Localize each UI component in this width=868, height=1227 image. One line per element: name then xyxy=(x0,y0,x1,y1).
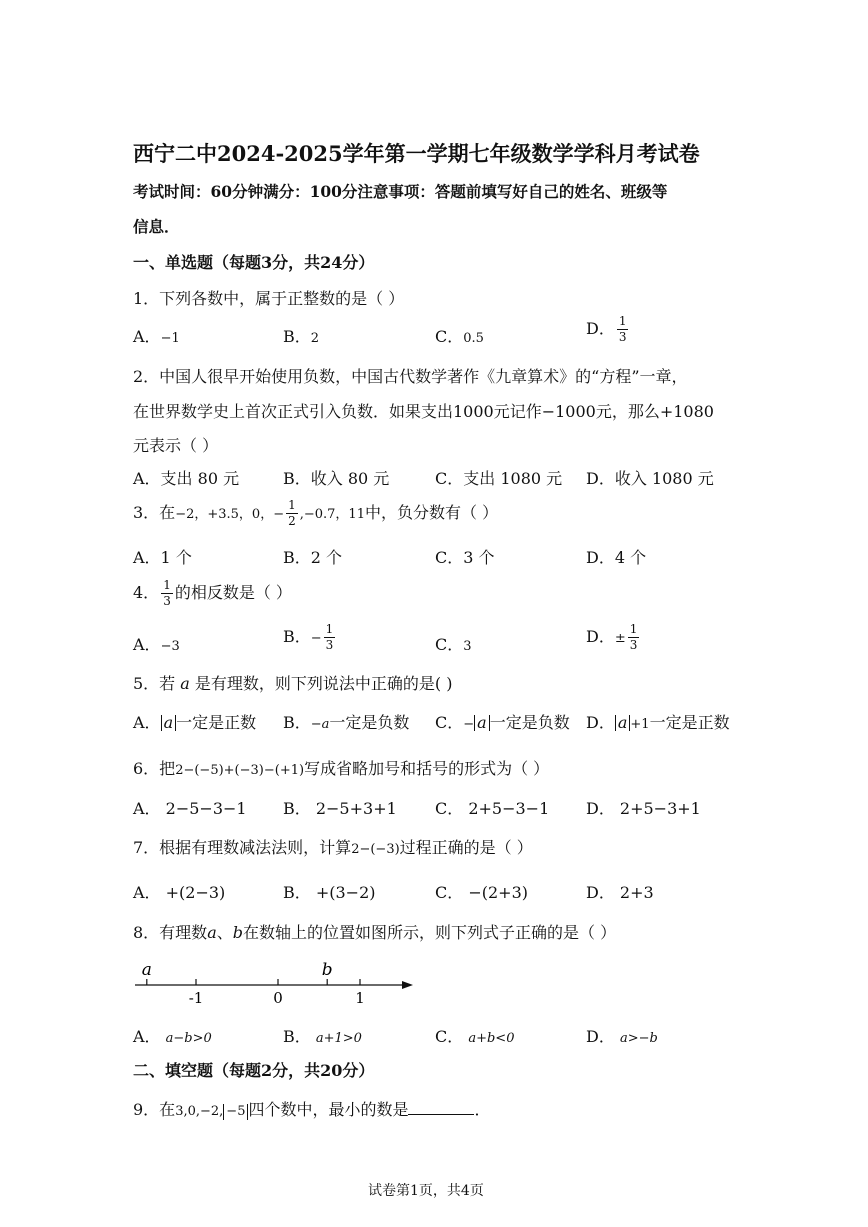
q5-option-b[interactable]: B．−a一定是负数 xyxy=(283,713,410,732)
fraction: $\frac{1}{3}$ xyxy=(618,314,627,344)
q3-option-a[interactable]: A．1 个 xyxy=(133,548,192,567)
question-1-stem: 1．下列各数中，属于正整数的是（ ） xyxy=(133,289,405,308)
number-line-arrow xyxy=(402,981,413,989)
q3-option-d[interactable]: D．4 个 xyxy=(586,548,647,567)
q5-option-c[interactable]: C．− a 一定是负数 xyxy=(435,713,570,732)
q2-option-a[interactable]: A．支出 80 元 xyxy=(133,469,240,488)
section-fill-in-heading: 二、填空题（每题2分，共20分） xyxy=(133,1061,375,1080)
q8-option-a[interactable]: A． a−b>0 xyxy=(133,1027,212,1046)
absolute-value: a xyxy=(474,715,490,731)
question-2-line2: 在世界数学史上首次正式引入负数．如果支出1000元记作−1000元，那么+1080 xyxy=(133,402,714,421)
question-7-stem: 7．根据有理数减法法则，计算2−(−3)过程正确的是（ ） xyxy=(133,838,533,857)
q3-option-c[interactable]: C．3 个 xyxy=(435,548,495,567)
q8-option-c[interactable]: C． a+b<0 xyxy=(435,1027,515,1046)
question-8-stem: 8．有理数a、b在数轴上的位置如图所示，则下列式子正确的是（ ） xyxy=(133,923,617,942)
q1-option-a[interactable]: A．−1 xyxy=(133,327,180,346)
tick-label: -1 xyxy=(188,989,204,1007)
fraction: $\frac{1}{3}$ xyxy=(163,578,171,608)
page-footer: 试卷第1页，共4页 xyxy=(368,1183,484,1199)
q6-option-d[interactable]: D． 2+5−3+1 xyxy=(586,799,701,818)
q8-option-d[interactable]: D． a>−b xyxy=(586,1027,658,1046)
fraction: $\frac{1}{2}$ xyxy=(288,498,296,528)
q5-option-d[interactable]: D． a +1一定是正数 xyxy=(586,713,730,732)
q7-option-c[interactable]: C． −(2+3) xyxy=(435,883,528,902)
tick-label: 0 xyxy=(273,989,283,1007)
section-single-choice-heading: 一、单选题（每题3分，共24分） xyxy=(133,253,375,272)
absolute-value: −5 xyxy=(223,1104,248,1120)
point-label: b xyxy=(321,960,333,980)
tick-label: 1 xyxy=(355,989,365,1007)
q6-option-b[interactable]: B． 2−5+3+1 xyxy=(283,799,397,818)
q1-option-c[interactable]: C．0.5 xyxy=(435,327,484,346)
absolute-value: a xyxy=(161,715,177,731)
q4-option-b[interactable]: B．− $\frac{1}{3}$ xyxy=(283,622,334,652)
exam-notice-line1: 考试时间：60分钟满分：100分注意事项：答题前填写好自己的姓名、班级等 xyxy=(133,182,668,201)
question-9-stem: 9．在3,0,−2, −5 四个数中，最小的数是 ． xyxy=(133,1100,491,1119)
question-5-stem: 5．若 a 是有理数，则下列说法中正确的是( ) xyxy=(133,674,453,693)
q7-option-b[interactable]: B． +(3−2) xyxy=(283,883,376,902)
q4-option-d[interactable]: D．± $\frac{1}{3}$ xyxy=(586,622,638,652)
q6-option-a[interactable]: A． 2−5−3−1 xyxy=(133,799,247,818)
number-line-diagram xyxy=(130,955,420,1010)
q1-option-b[interactable]: B．2 xyxy=(283,327,320,346)
point-label: a xyxy=(141,960,152,980)
answer-blank[interactable] xyxy=(408,1100,474,1115)
exam-notice-line2: 信息． xyxy=(133,217,180,236)
q6-option-c[interactable]: C． 2+5−3−1 xyxy=(435,799,550,818)
q7-option-d[interactable]: D． 2+3 xyxy=(586,883,654,902)
q5-option-a[interactable]: A． a 一定是正数 xyxy=(133,713,257,732)
fraction: $\frac{1}{3}$ xyxy=(325,622,334,652)
q1-option-d[interactable]: D． $\frac{1}{3}$ xyxy=(586,314,627,344)
fraction: $\frac{1}{3}$ xyxy=(629,622,638,652)
q2-option-d[interactable]: D．收入 1080 元 xyxy=(586,469,714,488)
q2-option-c[interactable]: C．支出 1080 元 xyxy=(435,469,563,488)
page-title: 西宁二中2024-2025学年第一学期七年级数学学科月考试卷 xyxy=(133,141,700,166)
question-3-stem: 3．在−2，+3.5，0，− $\frac{1}{2}$ ,−0.7，11中，负分数有（ ） xyxy=(133,498,499,528)
question-4-stem: 4． $\frac{1}{3}$ 的相反数是（ ） xyxy=(133,578,292,608)
question-2-line3: 元表示（ ） xyxy=(133,436,219,455)
q4-option-a[interactable]: A．−3 xyxy=(133,635,180,654)
question-2-line1: 2．中国人很早开始使用负数，中国古代数学著作《九章算术》的“方程”一章， xyxy=(133,367,688,386)
q8-option-b[interactable]: B． a+1>0 xyxy=(283,1027,362,1046)
q2-option-b[interactable]: B．收入 80 元 xyxy=(283,469,390,488)
q7-option-a[interactable]: A． +(2−3) xyxy=(133,883,226,902)
q4-option-c[interactable]: C．3 xyxy=(435,635,472,654)
question-6-stem: 6．把2−(−5)+(−3)−(+1)写成省略加号和括号的形式为（ ） xyxy=(133,759,550,778)
absolute-value: a xyxy=(615,715,631,731)
q3-option-b[interactable]: B．2 个 xyxy=(283,548,343,567)
